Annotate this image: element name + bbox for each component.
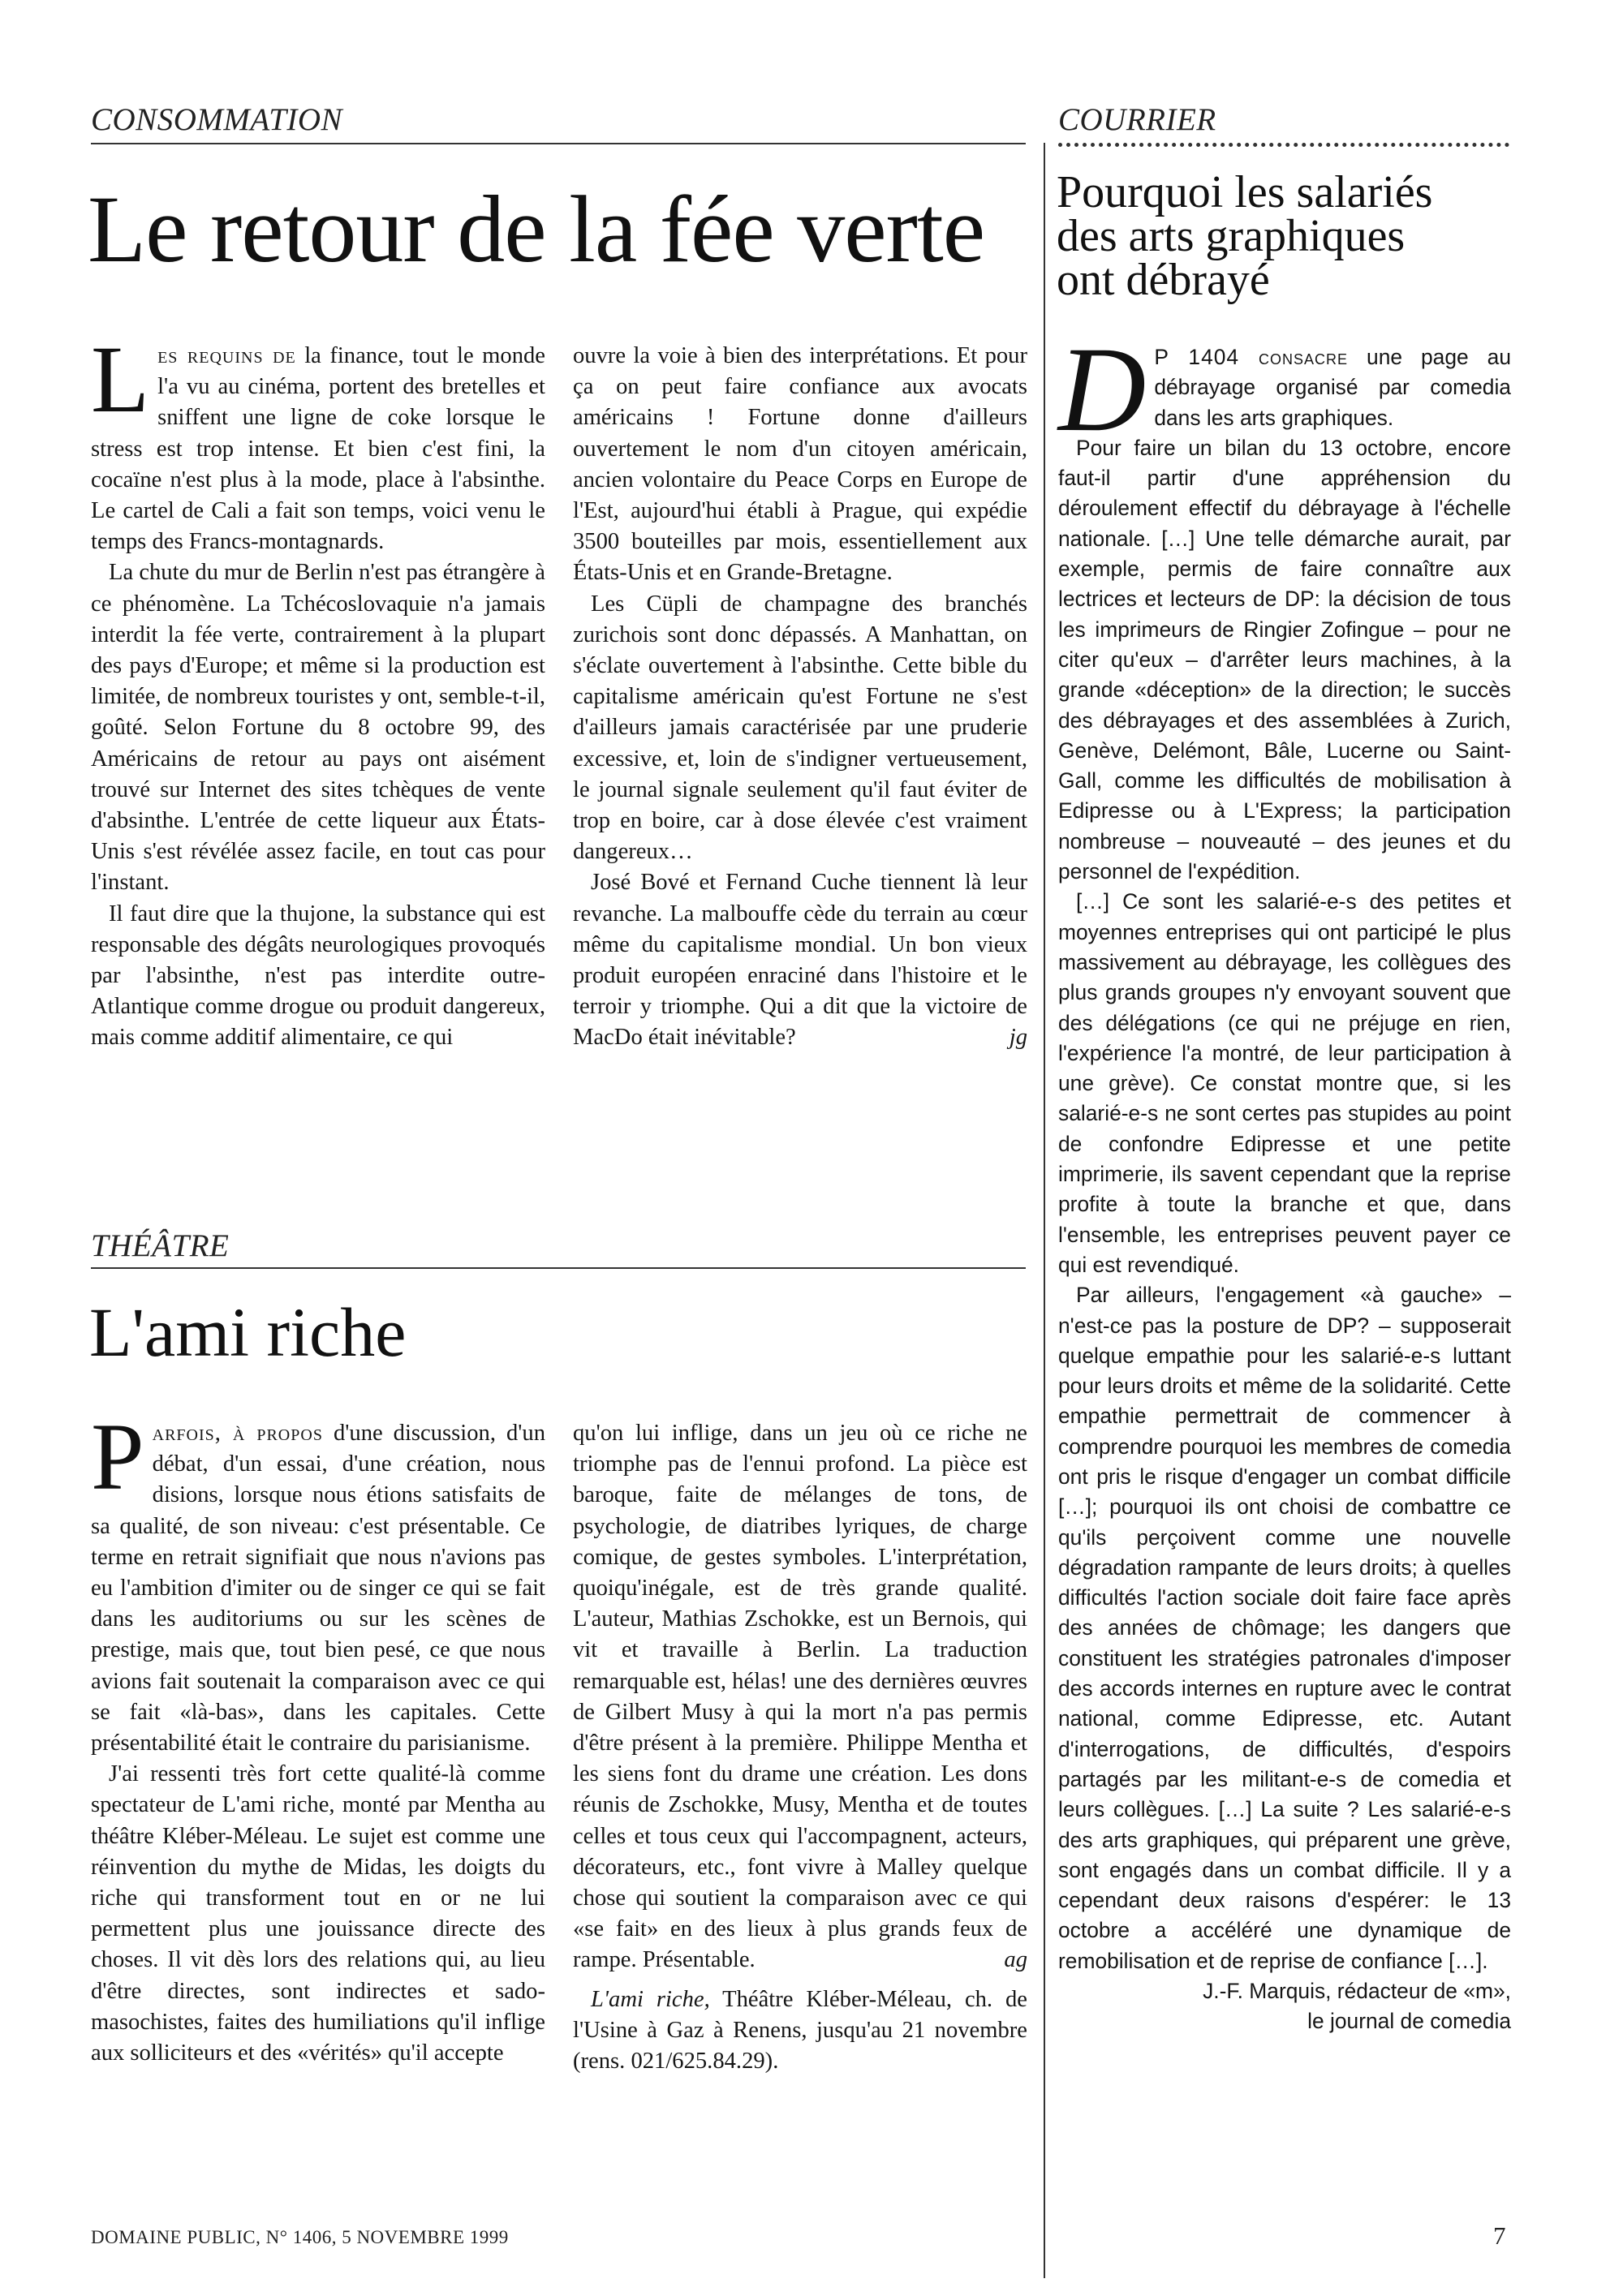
paragraph-text: qu'on lui inflige, dans un jeu où ce riche ne triomphe pas de l'ennui profond. La pièce est baroque, faite de mélanges de tons, de psychologie, de diatribes lyriques, de charge comique, de gestes symboles. L'interprétation, quoiqu'inégale, est de très grande qualité. L'auteur, Mathias Zschokke, est un Bernois, qui vit et travaille à Berlin. La traduction remarquable est, hélas! une des dernières œuvres de Gilbert Musy à qui la mort n'a pas permis d'être présent à la première. Philippe Mentha et les siens font du drame une création. Les dons réunis de Zschokke, Musy, Mentha et de toutes celles et tous ceux qui l'accompagnent, acteurs, décorateurs, etc., font vivre à Malley quelque chose qui soutient la comparaison avec ce qui «se fait» en des lieux à plus grands feux de rampe. Présentable. xyxy=(573,1421,1027,1973)
article-column-1 xyxy=(91,1404,545,2069)
paragraph: […] Ce sont les salarié-e-s des petites et moyennes entreprises qui ont participé le plus massivement au débrayage, les collègues des plus grands groupes n'y envoyant souvent que des délégations (ce qui ne préjuge en rien, l'expérience l'a montré, de leur participation à une grève). Ce constat montre que, si les salarié-e-s ne sont certes pas stupides au point de confondre Edipresse et une petite imprimerie, ils savent cependant que la reprise profite à toute la branche et que, dans l'ensemble, les entreprises peuvent payer ce qui est revendiqué. xyxy=(1058,889,1511,1277)
courrier-letter xyxy=(1058,322,1512,2037)
article-column-1 xyxy=(91,326,545,1054)
paragraph xyxy=(573,1418,1027,1976)
dotted-divider xyxy=(1058,143,1509,147)
title-line: des arts graphiques xyxy=(1057,211,1406,261)
paragraph xyxy=(1058,322,1512,457)
title-line: ont débrayé xyxy=(1057,255,1270,305)
section-divider xyxy=(91,1267,1026,1269)
headline-ami-riche: L'ami riche xyxy=(89,1293,407,1371)
headline-fee-verte: Le retour de la fée verte xyxy=(88,176,985,282)
paragraph xyxy=(91,1404,545,1759)
drop-cap: P xyxy=(91,1404,144,1510)
section-divider xyxy=(91,143,1026,144)
article-column-2 xyxy=(573,341,1027,1054)
paragraph xyxy=(573,867,1027,1053)
paragraph: La chute du mur de Berlin n'est pas étrangère à ce phénomène. La Tchécoslovaquie n'a jamais interdit la fée verte, contrairement à la plupart des pays d'Europe; et même si la production est limitée, de nombreux touristes y ont, semble-t-il, goûté. Selon Fortune du 8 octobre 99, des Américains de retour au pays ont aisément trouvé sur Internet des sites tchèques de vente d'absinthe. L'entrée de cette liqueur aux États-Unis s'est révélée assez facile, en tout cas pour l'instant. xyxy=(91,560,545,896)
paragraph: Pour faire un bilan du 13 octobre, encore faut-il partir d'une appréhension du déroulement effectif du débrayage à l'échelle nationale. […] Une telle démarche aurait, par exemple, permis de faire connaître aux lectrices et lecteurs de DP: la décision de tous les imprimeurs de Ringier Zofingue – pour ne citer qu'eux – d'arrêter leurs machines, à la grande «déception» de la direction; le succès des débrayages et des assemblées à Zurich, Genève, Delémont, Bâle, Lucerne ou Saint-Gall, comme les difficultés de mobilisation à Edipresse ou à L'Express; la participation nombreuse – nouveauté – des jeunes et du personnel de l'expédition. xyxy=(1058,435,1511,884)
paragraph-text: une page au débrayage organisé par comedia dans les arts graphiques. xyxy=(1154,345,1512,430)
show-title: L'ami riche, xyxy=(591,1986,710,2012)
show-details: Théâtre Kléber-Méleau, ch. de l'Usine à Gaz à Renens, jusqu'au 21 novembre (rens. 021/625.84.29). xyxy=(573,1986,1027,2075)
paragraph: Par ailleurs, l'engagement «à gauche» – n'est-ce pas la posture de DP? – supposerait quelque empathie pour les salarié-e-s luttant pour leurs droits et même de la solidarité. Cette empathie permettrait de commencer à comprendre pourquoi les membres de comedia ont pris le risque d'engager un combat difficile […]; pourquoi ils ont choisi de combattre ce qu'ils perçoivent comme une nouvelle dégradation rampante de leurs droits; à quelles difficultés l'action sociale doit faire face après des années de chômage; les dangers que constituent les stratégies patronales d'imposer des accords internes en rupture avec le contrat national, comme Edipresse, etc. Autant d'interrogations, de difficultés, d'espoirs partagés par les militant-e-s de comedia et leurs collègues. […] La suite ? Les salarié-e-s des arts graphiques, qui préparent une grève, sont engagés dans un combat difficile. Il y a cependant deux raisons d'espérer: le 13 octobre a accéléré une dynamique de remobilisation et de reprise de confiance […]. xyxy=(1058,1283,1511,1973)
show-info xyxy=(573,1984,1027,2078)
lead-small-caps: P 1404 consacre xyxy=(1154,345,1349,369)
drop-cap: L xyxy=(91,326,150,432)
author-signature: ag xyxy=(1004,1947,1027,1973)
paragraph xyxy=(91,326,545,557)
page-number: 7 xyxy=(1493,2221,1506,2250)
paragraph: Il faut dire que la thujone, la substance qui est responsable des dégâts neurologiques provoqués par l'absinthe, n'est pas interdite outre-Atlantique comme drogue ou produit dangereux, mais comme additif alimentaire, ce qui xyxy=(91,901,545,1051)
paragraph-text: la finance, tout le monde l'a vu au cinéma, portent des bretelles et sniffent une ligne de coke lorsque le stress est trop intense. Et bien c'est fini, la cocaïne n'est plus à la mode, place à l'absinthe. Le cartel de Cali a fait son temps, voici venu le temps des Francs-montagnards. xyxy=(91,343,545,555)
paragraph: J'ai ressenti très fort cette qualité-là comme spectateur de L'ami riche, monté par Mentha au théâtre Kléber-Méleau. Le sujet est comme une réinvention du mythe de Midas, les doigts du riche qui transforment tout en or ne lui permettent plus une jouissance directe des choses. Il vit dès lors des relations qui, au lieu d'être directes, sont indirectes et sado-masochistes, faites des humiliations qu'il inflige aux solliciteurs et des «vérités» qu'il accepte xyxy=(91,1761,545,2066)
paragraph-text: d'une discussion, d'un débat, d'un essai, d'une création, nous disions, lorsque nous étions satisfaits de sa qualité, de son niveau: c'est présentable. Ce terme en retrait signifiait que nous n'avions pas eu l'ambition d'imiter ou de singer ce qui se fait dans les auditoriums ou sur les scènes de prestige, mais que, tout bien pesé, ce que nous avions fait soutenait la comparaison avec ce qui se fait «là-bas», dans les capitales. Cette présentabilité était le contraire du parisianisme. xyxy=(91,1421,545,1756)
letter-signature: J.-F. Marquis, rédacteur de «m», xyxy=(1203,1979,1511,2004)
lead-small-caps: es requins de xyxy=(157,343,296,368)
letter-signature: le journal de comedia xyxy=(1307,2009,1511,2034)
title-line: Pourquoi les salariés xyxy=(1057,167,1433,217)
lead-small-caps: arfois, à propos xyxy=(152,1421,323,1446)
footer-publication: DOMAINE PUBLIC, N° 1406, 5 NOVEMBRE 1999 xyxy=(91,2227,509,2247)
paragraph-text: José Bové et Fernand Cuche tiennent là leur revanche. La malbouffe cède du terrain au cœur même du capitalisme mondial. Un bon vieux produit européen enraciné dans l'histoire et le terroir y triomphe. Qui a dit que la victoire de MacDo était inévitable? xyxy=(573,870,1027,1051)
section-rubric-consommation: CONSOMMATION xyxy=(91,102,343,137)
author-signature: jg xyxy=(1009,1025,1027,1051)
paragraph: Les Cüpli de champagne des branchés zurichois sont donc dépassés. A Manhattan, on s'éclate ouvertement à l'absinthe. Cette bible du capitalisme américain qu'est Fortune ne s'est d'ailleurs jamais caractérisée par une pruderie excessive, et, loin de s'indigner vertueusement, le journal signale seulement qu'il faut éviter de trop en boire, car à dose élevée c'est vraiment dangereux… xyxy=(573,591,1027,865)
section-rubric-theatre: THÉÂTRE xyxy=(91,1228,230,1263)
article-column-2 xyxy=(573,1418,1027,2077)
courrier-title xyxy=(1057,167,1511,305)
drop-cap: D xyxy=(1058,322,1147,457)
section-rubric-courrier: COURRIER xyxy=(1058,102,1216,137)
column-separator xyxy=(1044,143,1045,2278)
paragraph: ouvre la voie à bien des interprétations. Et pour ça on peut faire confiance aux avocats américains ! Fortune donne d'ailleurs ouvertement le nom d'un citoyen américain, ancien volontaire du Peace Corps en Europe de l'Est, aujourd'hui établi à Prague, qui expédie 3500 bouteilles par mois, essentiellement aux États-Unis et en Grande-Bretagne. xyxy=(573,343,1027,586)
